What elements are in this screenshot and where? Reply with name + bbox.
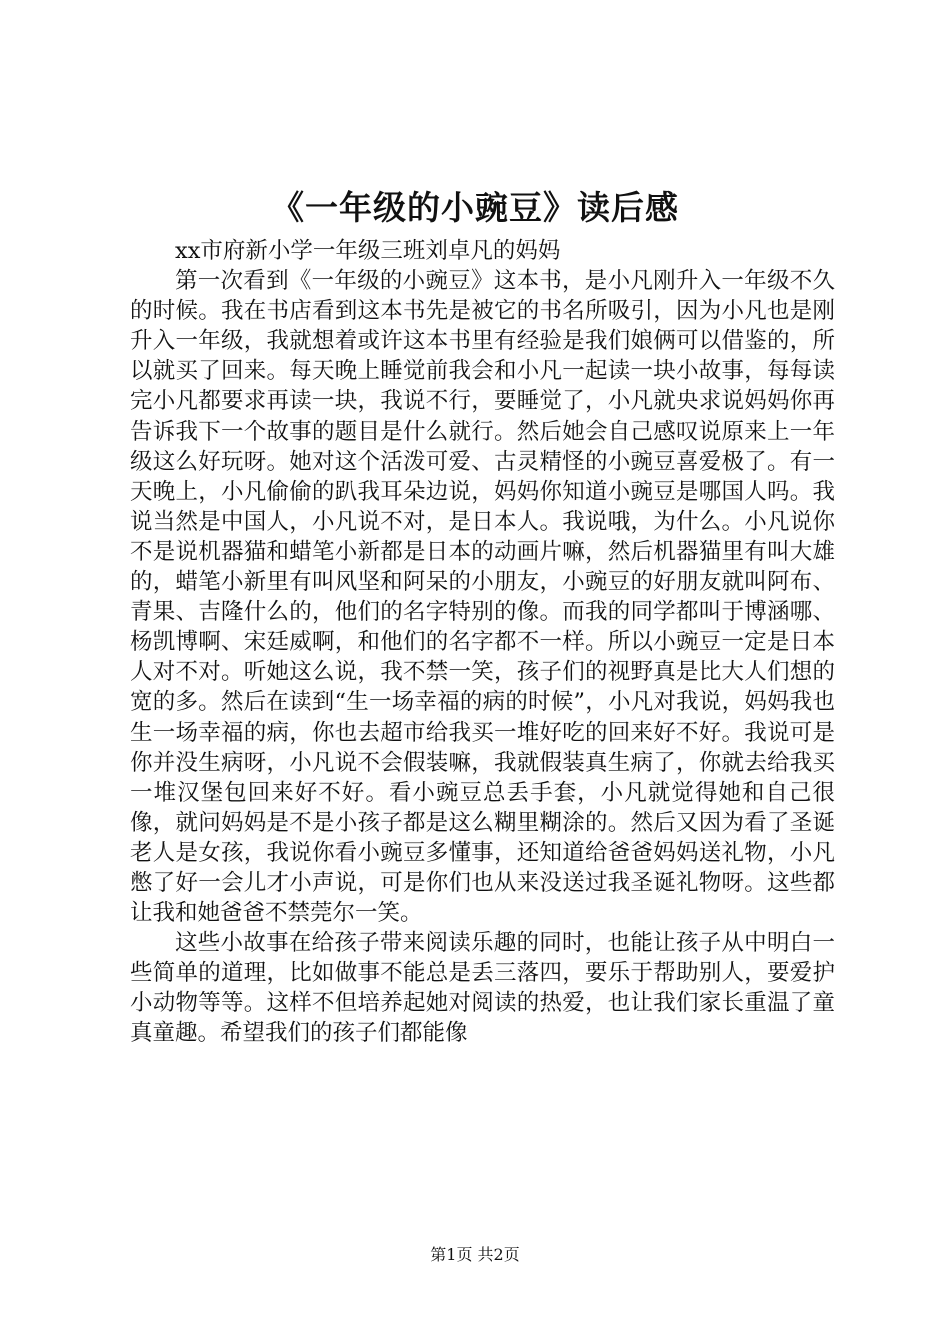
author-line: xx市府新小学一年级三班刘卓凡的妈妈 [175,238,561,264]
paragraph-2: 这些小故事在给孩子带来阅读乐趣的同时，也能让孩子从中明白一些简单的道理，比如做事不能总是丢三落四，要乐于帮助别人，要爱护小动物等等。这样不但培养起她对阅读的热爱，也让我们家长重温了童真童趣。希望我们的孩子们都能像 [130,930,835,1047]
page-title: 《一年级的小豌豆》读后感 [271,188,679,227]
paragraph-1: 第一次看到《一年级的小豌豆》这本书，是小凡刚升入一年级不久的时候。我在书店看到这本书先是被它的书名所吸引，因为小凡也是刚升入一年级，我就想着或许这本书里有经验是我们娘俩可以借鉴的，所以就买了回来。每天晚上睡觉前我会和小凡一起读一块小故事，每每读完小凡都要求再读一块，我说不行，要睡觉了，小凡就央求说妈妈你再告诉我下一个故事的题目是什么就行。然后她会自己感叹说原来上一年级这么好玩呀。她对这个活泼可爱、古灵精怪的小豌豆喜爱极了。有一天晚上，小凡偷偷的趴我耳朵边说，妈妈你知道小豌豆是哪国人吗。我说当然是中国人，小凡说不对，是日本人。我说哦，为什么。小凡说你不是说机器猫和蜡笔小新都是日本的动画片嘛，然后机器猫里有叫大雄的，蜡笔小新里有叫风坚和阿呆的小朋友，小豌豆的好朋友就叫阿布、青果、吉隆什么的，他们的名字特别的像。而我的同学都叫于博涵哪、杨凯博啊、宋廷威啊，和他们的名字都不一样。所以小豌豆一定是日本人对不对。听她这么说，我不禁一笑，孩子们的视野真是比大人们想的宽的多。然后在读到“生一场幸福的病的时候”，小凡对我说，妈妈我也生一场幸福的病，你也去超市给我买一堆好吃的回来好不好。我说可是你并没生病呀，小凡说不会假装嘛，我就假装真生病了，你就去给我买一堆汉堡包回来好不好。看小豌豆总丢手套，小凡就觉得她和自己很像，就问妈妈是不是小孩子都是这么糊里糊涂的。然后又因为看了圣诞老人是女孩，我说你看小豌豆多懂事，还知道给爸爸妈妈送礼物，小凡憋了好一会儿才小声说，可是你们也从来没送过我圣诞礼物呀。这些都让我和她爸爸不禁莞尔一笑。 [130,268,835,927]
page-number: 第1页 共2页 [430,1245,520,1264]
document-body [130,236,835,1049]
